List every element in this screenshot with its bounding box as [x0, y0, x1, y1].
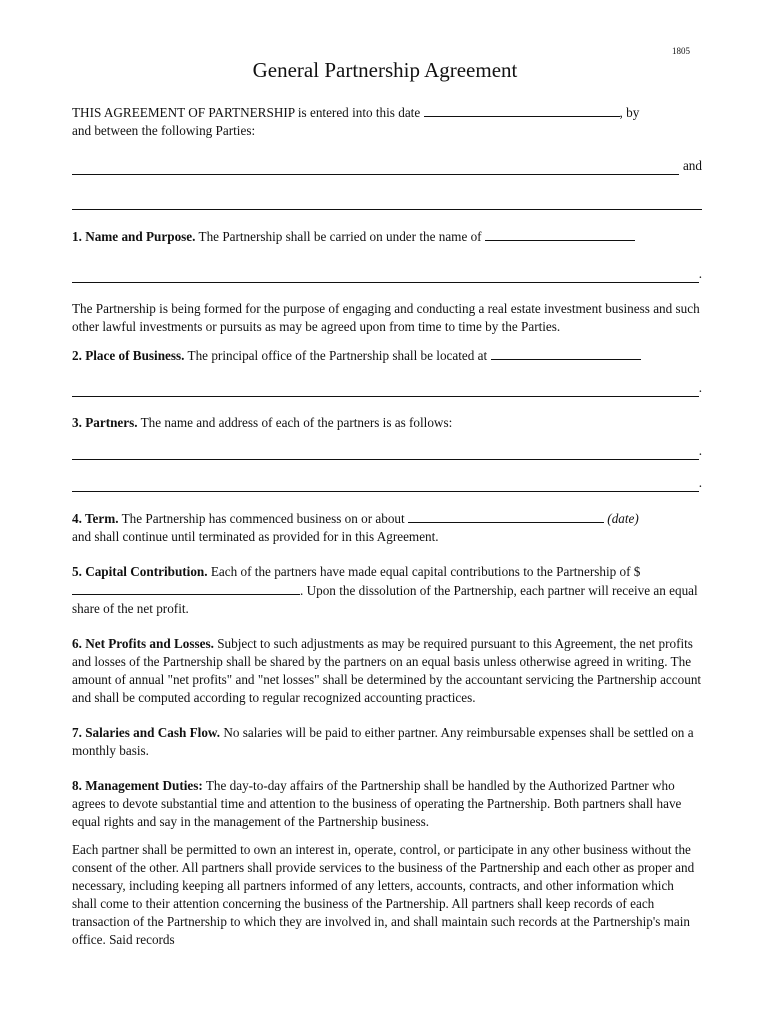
date-label: (date)	[607, 511, 639, 526]
section-7-heading: 7. Salaries and Cash Flow.	[72, 725, 221, 740]
intro-text: THIS AGREEMENT OF PARTNERSHIP is entered into this date	[72, 105, 421, 120]
partnership-name-row	[72, 265, 702, 283]
intro-tail: , by	[619, 105, 640, 120]
section-1-text: The Partnership shall be carried on under the name of	[198, 229, 482, 244]
document-body	[72, 103, 702, 949]
section-2	[72, 346, 702, 365]
date-field[interactable]	[424, 103, 620, 117]
commence-date-field[interactable]	[408, 509, 604, 523]
party-2-row	[72, 192, 702, 210]
line-end: .	[698, 475, 702, 490]
section-3-heading: 3. Partners.	[72, 415, 138, 430]
section-4-heading: 4. Term.	[72, 511, 119, 526]
section-7	[72, 724, 702, 760]
section-6-text: Subject to such adjustments as may be required pursuant to this Agreement, the net profits and losses of the Partnership shall be shared by the partners on an equal basis unless otherwise agreed in writing. The amount of annual "net profits" and "net losses" shall be determined by the accountant servicing the Partnership account and shall be computed according to regular recognized accounting practices.	[72, 636, 702, 705]
section-2-text: The principal office of the Partnership shall be located at	[187, 348, 488, 363]
line-end: .	[698, 266, 702, 281]
partnership-name-field-2[interactable]	[72, 269, 699, 283]
and-word: and	[682, 158, 702, 173]
partner-1-row	[72, 442, 702, 460]
section-5-text: Each of the partners have made equal capital contributions to the Partnership of $	[210, 564, 641, 579]
section-6	[72, 635, 702, 707]
section-5-text-2: . Upon the dissolution of the Partnership, each partner will receive an equal share of the net profit.	[72, 583, 698, 616]
section-8-text: The day-to-day affairs of the Partnership shall be handled by the Authorized Partner who agrees to devote substantial time and attention to the business of operating the Partnership. Both partners shall have equal rights and say in the management of the Partnership business.	[72, 778, 682, 829]
section-3	[72, 414, 702, 432]
section-3-text: The name and address of each of the partners is as follows:	[140, 415, 453, 430]
section-8-heading: 8. Management Duties:	[72, 778, 203, 793]
intro-text-2: and between the following Parties:	[72, 123, 256, 138]
section-5	[72, 563, 702, 618]
line-end: .	[698, 380, 702, 395]
section-6-heading: 6. Net Profits and Losses.	[72, 636, 214, 651]
section-4-text: The Partnership has commenced business on or about	[121, 511, 405, 526]
section-1	[72, 227, 702, 246]
document-title: General Partnership Agreement	[252, 58, 518, 82]
document-id: 1805	[672, 46, 690, 56]
partner-2-row	[72, 474, 702, 492]
capital-amount-field[interactable]	[72, 581, 300, 595]
partner-2-field[interactable]	[72, 478, 699, 492]
section-4	[72, 509, 702, 546]
section-8	[72, 777, 702, 831]
partner-1-field[interactable]	[72, 446, 699, 460]
party-1-row	[72, 157, 702, 175]
section-1-heading: 1. Name and Purpose.	[72, 229, 196, 244]
office-location-row	[72, 379, 702, 397]
office-location-field-2[interactable]	[72, 383, 699, 397]
office-location-field[interactable]	[491, 346, 641, 360]
section-1-purpose: The Partnership is being formed for the purpose of engaging and conducting a real estate investment business and such other lawful investments or pursuits as may be agreed upon from time to time by the Parties.	[72, 301, 700, 334]
section-7-text: No salaries will be paid to either partner. Any reimbursable expenses shall be settled on a monthly basis.	[72, 725, 694, 758]
intro-paragraph	[72, 103, 702, 140]
section-8-paragraph-2: Each partner shall be permitted to own an interest in, operate, control, or participate in any other business without the consent of the other. All partners shall provide services to the business of the Partnership and each other as proper and necessary, including keeping all partners informed of any letters, accounts, contracts, and other information which shall come to their attention concerning the business of the Partnership. All partners shall keep records of each transaction of the Partnership to which they are involved in, and shall maintain such records at the Partnership's main office. Said records	[72, 842, 695, 947]
section-4-text-2: and shall continue until terminated as provided for in this Agreement.	[72, 529, 439, 544]
party-1-field[interactable]	[72, 161, 679, 175]
section-5-heading: 5. Capital Contribution.	[72, 564, 208, 579]
party-2-field[interactable]	[72, 196, 702, 210]
partnership-name-field[interactable]	[485, 227, 635, 241]
line-end: .	[698, 443, 702, 458]
section-2-heading: 2. Place of Business.	[72, 348, 185, 363]
